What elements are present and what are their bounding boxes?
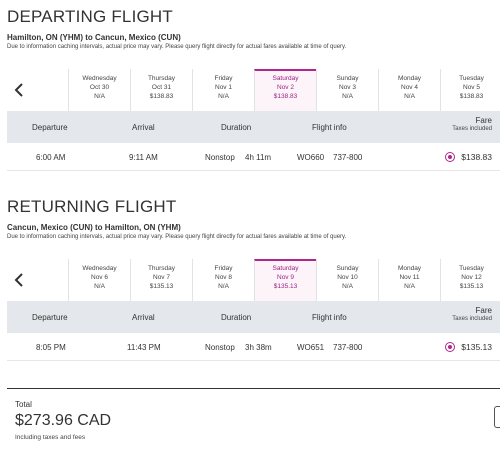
day-price: $135.13 (149, 283, 174, 290)
day-weekday: Thursday (147, 75, 176, 82)
stops: Nonstop (205, 343, 235, 352)
day-weekday: Wednesday (82, 265, 117, 272)
returning-day-thu[interactable] (130, 259, 192, 301)
header-fare (452, 306, 492, 322)
duration: 4h 11m (245, 153, 272, 162)
header-duration: Duration (221, 313, 252, 322)
day-price: $138.83 (149, 93, 174, 100)
taxes-included-label: Taxes included (452, 316, 492, 322)
returning-day-wed[interactable] (68, 259, 130, 301)
day-date: Nov 6 (91, 274, 108, 281)
returning-prev-dates-button[interactable] (7, 259, 32, 301)
departure-time: 8:05 PM (36, 343, 66, 352)
returning-day-sun[interactable] (316, 259, 378, 301)
day-date: Nov 9 (277, 274, 294, 281)
header-departure: Departure (32, 313, 68, 322)
day-date: Nov 5 (463, 84, 480, 91)
departing-day-fri[interactable] (192, 69, 254, 111)
day-date: Oct 31 (151, 84, 172, 91)
departing-route: Hamilton, ON (YHM) to Cancun, Mexico (CUN) (7, 33, 181, 42)
fare-label: Fare (475, 116, 492, 125)
total-amount: $273.96 CAD (15, 412, 112, 429)
day-weekday: Friday (214, 75, 233, 82)
total-panel (7, 388, 500, 468)
header-flight-info: Flight info (312, 313, 347, 322)
day-weekday: Thursday (147, 265, 176, 272)
header-duration: Duration (221, 123, 252, 132)
day-price: N/A (218, 93, 229, 100)
returning-fare-radio[interactable] (445, 342, 455, 352)
day-price: $135.13 (459, 283, 484, 290)
day-price: N/A (342, 283, 353, 290)
departing-title: DEPARTING FLIGHT (7, 7, 173, 26)
day-date: Nov 8 (215, 274, 232, 281)
departing-table-header (7, 111, 500, 143)
day-date: Oct 30 (89, 84, 110, 91)
returning-table-header (7, 301, 500, 333)
day-weekday: Sunday (336, 265, 359, 272)
day-date: Nov 11 (399, 274, 420, 281)
day-price: N/A (218, 283, 229, 290)
returning-day-sat-selected[interactable] (254, 259, 316, 301)
departure-time: 6:00 AM (36, 153, 66, 162)
continue-button[interactable] (494, 406, 500, 428)
total-note: Including taxes and fees (15, 434, 86, 441)
day-weekday: Tuesday (459, 265, 484, 272)
departing-disclaimer: Due to information caching intervals, actual price may vary. Please query flight directly for actual fares available at time of query. (7, 44, 347, 50)
flight-number: WO651 (297, 343, 325, 352)
stops: Nonstop (205, 153, 235, 162)
day-weekday: Tuesday (459, 75, 484, 82)
returning-flight-row[interactable] (7, 333, 500, 361)
day-weekday: Sunday (336, 75, 359, 82)
day-weekday: Monday (397, 75, 422, 82)
day-weekday: Saturday (272, 265, 299, 272)
day-price: $138.83 (459, 93, 484, 100)
flight-number: WO660 (297, 153, 325, 162)
aircraft: 737-800 (333, 153, 363, 162)
departing-flight-row[interactable] (7, 143, 500, 171)
day-price: $135.13 (273, 283, 298, 290)
taxes-included-label: Taxes included (452, 126, 492, 132)
day-weekday: Wednesday (82, 75, 117, 82)
header-arrival: Arrival (132, 123, 155, 132)
header-fare (452, 116, 492, 132)
arrival-time: 9:11 AM (129, 153, 158, 162)
returning-day-tue[interactable] (440, 259, 500, 301)
returning-route: Cancun, Mexico (CUN) to Hamilton, ON (YHM) (7, 223, 181, 232)
day-price: N/A (94, 93, 105, 100)
duration: 3h 38m (245, 343, 272, 352)
departing-day-tue[interactable] (440, 69, 500, 111)
day-date: Nov 3 (339, 84, 356, 91)
departing-date-bar (7, 69, 500, 111)
day-price: N/A (94, 283, 105, 290)
chevron-left-icon (13, 272, 25, 288)
day-date: Nov 2 (277, 84, 294, 91)
returning-title: RETURNING FLIGHT (7, 197, 177, 216)
total-label: Total (15, 400, 32, 409)
returning-day-fri[interactable] (192, 259, 254, 301)
day-date: Nov 10 (337, 274, 358, 281)
fare-label: Fare (475, 306, 492, 315)
day-price: N/A (342, 93, 353, 100)
day-weekday: Friday (214, 265, 233, 272)
returning-date-bar (7, 259, 500, 301)
departing-day-thu[interactable] (130, 69, 192, 111)
header-flight-info: Flight info (312, 123, 347, 132)
day-price: N/A (404, 93, 415, 100)
departing-fare-radio[interactable] (445, 152, 455, 162)
day-price: $138.83 (273, 93, 298, 100)
departing-fare-price: $138.83 (461, 152, 492, 162)
arrival-time: 11:43 PM (127, 343, 161, 352)
day-weekday: Saturday (272, 75, 299, 82)
departing-day-wed[interactable] (68, 69, 130, 111)
day-date: Nov 1 (215, 84, 232, 91)
day-date: Nov 7 (153, 274, 170, 281)
day-date: Nov 4 (401, 84, 418, 91)
header-arrival: Arrival (132, 313, 155, 322)
day-weekday: Monday (397, 265, 422, 272)
aircraft: 737-800 (333, 343, 363, 352)
chevron-left-icon (13, 82, 25, 98)
departing-day-sun[interactable] (316, 69, 378, 111)
day-price: N/A (404, 283, 415, 290)
departing-prev-dates-button[interactable] (7, 69, 32, 111)
returning-fare-price: $135.13 (461, 342, 492, 352)
header-departure: Departure (32, 123, 68, 132)
returning-disclaimer: Due to information caching intervals, actual price may vary. Please query flight directly for actual fares available at time of query. (7, 234, 347, 240)
departing-day-mon[interactable] (378, 69, 440, 111)
returning-day-mon[interactable] (378, 259, 440, 301)
departing-day-sat-selected[interactable] (254, 69, 316, 111)
day-date: Nov 12 (461, 274, 482, 281)
